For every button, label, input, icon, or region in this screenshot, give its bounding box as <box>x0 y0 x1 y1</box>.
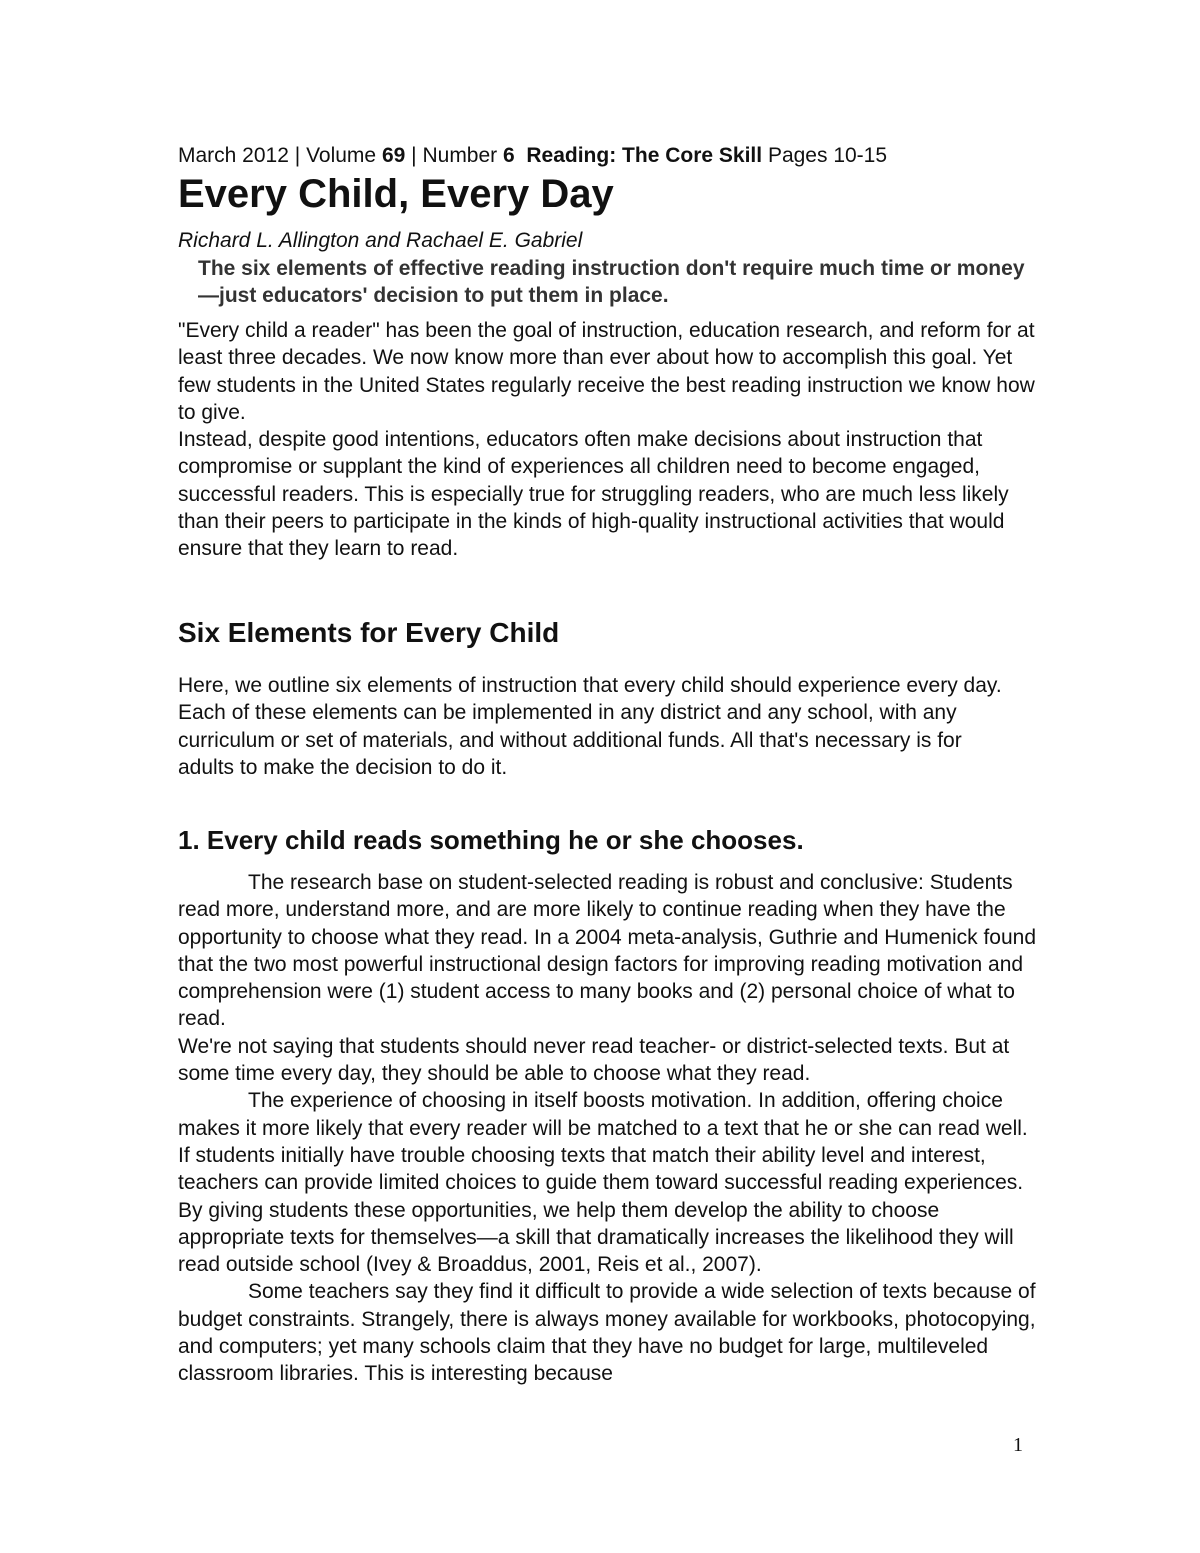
issue-date: March 2012 <box>178 144 289 167</box>
article-authors: Richard L. Allington and Rachael E. Gabriel <box>178 229 583 252</box>
separator: | <box>411 144 417 167</box>
issue-info-line <box>178 143 887 169</box>
separator: | <box>294 144 301 167</box>
element-heading: 1. Every child reads something he or she chooses. <box>178 825 804 855</box>
intro-paragraph: "Every child a reader" has been the goal of instruction, education research, and reform for at least three decades. We now know more than ever about how to accomplish this goal. Yet few students in the United States regularly receive the best reading instruction we know how to give. <box>178 319 1035 424</box>
volume-label: Volume <box>306 144 377 167</box>
page-range: Pages 10-15 <box>767 144 888 167</box>
article-dek: The six elements of effective reading instruction don't require much time or money—just educators' decision to put them in place. <box>198 257 1025 307</box>
issue-theme: Reading: The Core Skill <box>526 144 763 167</box>
page-number: 1 <box>1013 1434 1023 1456</box>
section-heading: Six Elements for Every Child <box>178 617 560 648</box>
element-paragraph: We're not saying that students should never read teacher- or district-selected texts. But at some time every day, they should be able to choose what they read. <box>178 1034 1010 1086</box>
article-title: Every Child, Every Day <box>178 172 614 216</box>
volume-value: 69 <box>381 144 406 167</box>
intro-paragraph: Instead, despite good intentions, educators often make decisions about instruction that compromise or supplant the kind of experiences all children need to become engaged, successful readers. This is especially true for struggling readers, who are much less likely than their peers to participate in the kinds of high-quality instructional activities that would ensure that they learn to read. <box>178 428 1009 561</box>
number-value: 6 <box>503 144 515 167</box>
element-paragraph: Some teachers say they find it difficult to provide a wide selection of texts because of budget constraints. Strangely, there is always money available for workbooks, photocopying, and computers; yet many schools claim that they have no budget for large, multileveled classroom libraries. This is interesting because <box>178 1280 1036 1386</box>
element-body <box>178 869 1038 1388</box>
section-paragraph: Here, we outline six elements of instruction that every child should experience every day. Each of these elements can be implemented in any district and any school, with any curriculum or set of materials, and without additional funds. All that's necessary is for adults to make the decision to do it. <box>178 674 1002 779</box>
section-intro <box>178 672 1018 781</box>
element-paragraph: The experience of choosing in itself boosts motivation. In addition, offering choice makes it more likely that every reader will be matched to a text that he or she can read well. If students initially have trouble choosing texts that match their ability level and interest, teachers can provide limited choices to guide them toward successful reading experiences. By giving students these opportunities, we help them develop the ability to choose appropriate texts for themselves—a skill that dramatically increases the likelihood they will read outside school (Ivey & Broaddus, 2001, Reis et al., 2007). <box>178 1089 1028 1277</box>
element-paragraph: The research base on student-selected reading is robust and conclusive: Students read more, understand more, and are more likely to continue reading when they have the opportunity to choose what they read. In a 2004 meta-analysis, Guthrie and Humenick found that the two most powerful instructional design factors for improving reading motivation and comprehension were (1) student access to many books and (2) personal choice of what to read. <box>178 871 1037 1031</box>
number-label: Number <box>422 144 498 167</box>
intro-section <box>178 317 1038 563</box>
